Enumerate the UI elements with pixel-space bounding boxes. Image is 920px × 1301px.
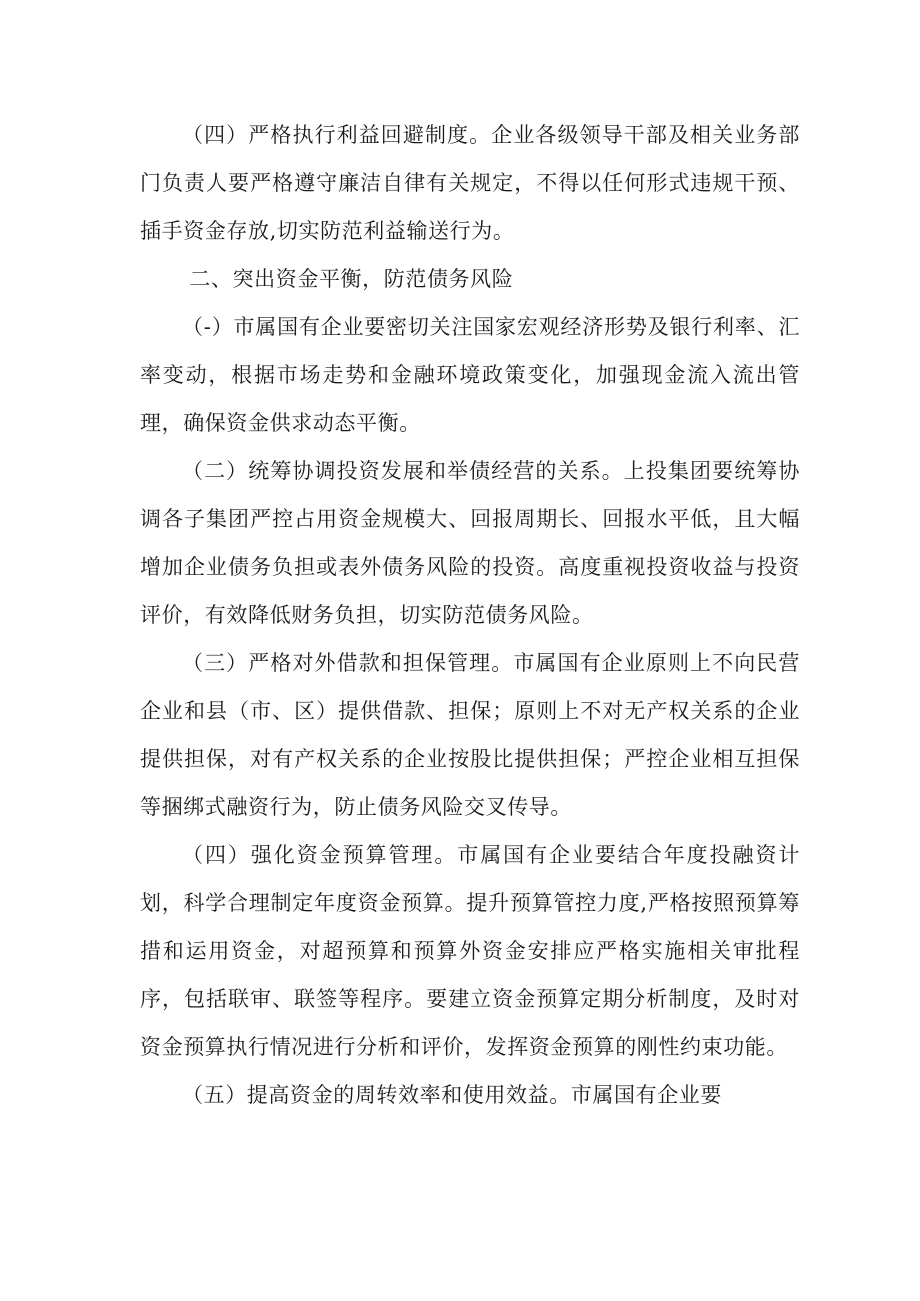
paragraph-benefit-avoidance: （四）严格执行利益回避制度。企业各级领导干部及相关业务部门负责人要严格遵守廉洁自律有关规定，不得以任何形式违规干预、插手资金存放,切实防范利益输送行为。 (140, 123, 800, 243)
paragraph-investment-coordination: （二）统筹协调投资发展和举债经营的关系。上投集团要统筹协调各子集团严控占用资金规模大、回报周期长、回报水平低，且大幅增加企业债务负担或表外债务风险的投资。高度重视投资收益与投资评价，有效降低财务负担，切实防范债务风险。 (140, 459, 800, 627)
paragraph-loan-guarantee: （三）严格对外借款和担保管理。市属国有企业原则上不向民营企业和县（市、区）提供借款、担保；原则上不对无产权关系的企业提供担保，对有产权关系的企业按股比提供担保；严控企业相互担保等捆绑式融资行为，防止债务风险交叉传导。 (140, 651, 800, 819)
section-heading-fund-balance: 二、突出资金平衡，防范债务风险 (189, 267, 514, 291)
document-body (140, 111, 800, 1119)
paragraph-fund-efficiency: （五）提高资金的周转效率和使用效益。市属国有企业要 (182, 1083, 722, 1107)
paragraph-budget-management: （四）强化资金预算管理。市属国有企业要结合年度投融资计划，科学合理制定年度资金预算。提升预算管控力度,严格按照预算筹措和运用资金，对超预算和预算外资金安排应严格实施相关审批程序，包括联审、联签等程序。要建立资金预算定期分析制度，及时对资金预算执行情况进行分析和评价，发挥资金预算的刚性约束功能。 (140, 843, 800, 1059)
paragraph-macro-monitoring: （-）市属国有企业要密切关注国家宏观经济形势及银行利率、汇率变动，根据市场走势和金融环境政策变化，加强现金流入流出管理，确保资金供求动态平衡。 (140, 315, 800, 435)
